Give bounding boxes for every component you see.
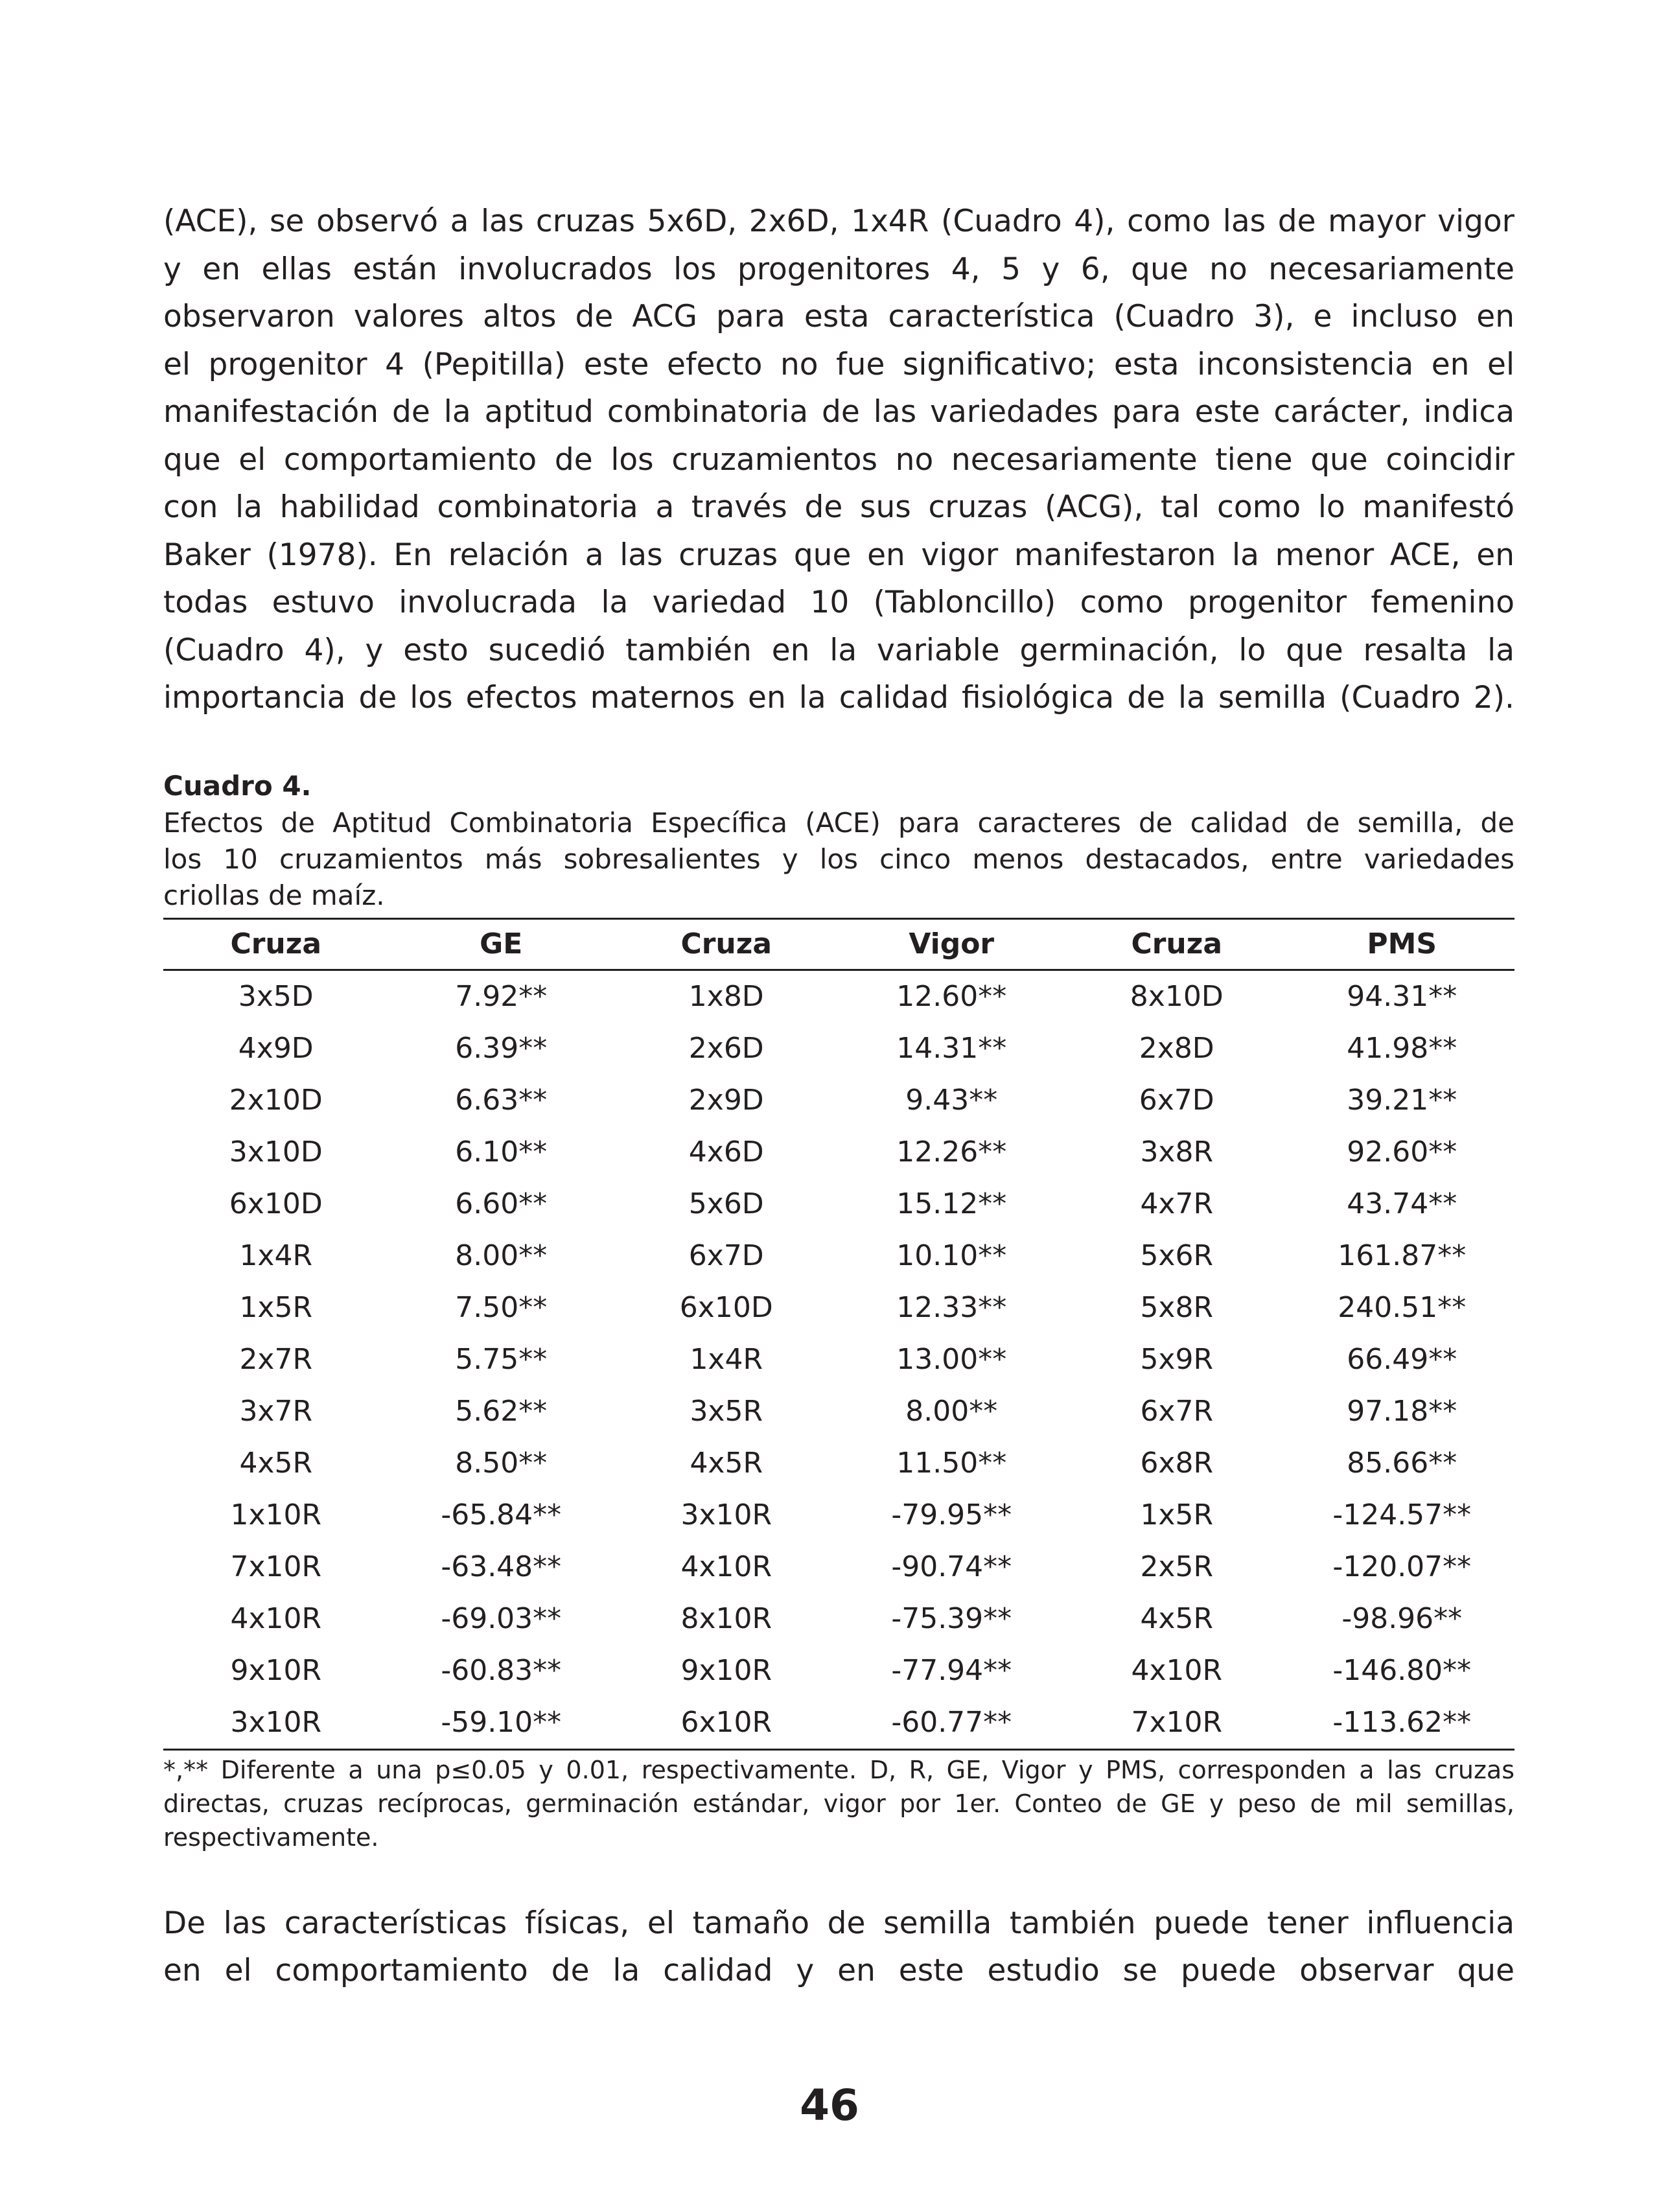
table-cell: 6x7D (688, 1239, 764, 1272)
ace-table (163, 918, 1514, 1751)
table-body (163, 970, 1514, 1749)
text-line: observaron valores altos de ACG para esta característica (Cuadro 3), e incluso en (163, 299, 1514, 334)
table-cell: 2x6D (688, 1032, 764, 1065)
table-row (163, 1645, 1514, 1697)
table-cell: 94.31** (1347, 980, 1457, 1013)
header-vigor: Vigor (909, 927, 995, 960)
text-line: (ACE), se observó a las cruzas 5x6D, 2x6D, 1x4R (Cuadro 4), como las de mayor vigor (163, 204, 1514, 239)
table-cell: 8.00** (905, 1395, 998, 1428)
table-cell: -113.62** (1332, 1706, 1472, 1739)
table-cell: 161.87** (1338, 1239, 1467, 1272)
table-cell: 6x10D (229, 1187, 323, 1220)
table-cell: 6x7R (1140, 1395, 1214, 1428)
table-row (163, 1334, 1514, 1386)
table-cell: 7.92** (455, 980, 548, 1013)
table-row (163, 1489, 1514, 1541)
table-cell: 97.18** (1347, 1395, 1457, 1428)
table-cell: 12.26** (896, 1135, 1007, 1169)
text-line: importancia de los efectos maternos en la calidad fisiológica de la semilla (Cuadro 2). (163, 680, 1514, 716)
table-cell: 3x5D (238, 980, 314, 1013)
caption-line: criollas de maíz. (163, 879, 385, 911)
footnote-line: directas, cruzas recíprocas, germinación estándar, vigor por 1er. Conteo de GE y peso de mil semillas, (163, 1789, 1514, 1818)
table-cell: 3x10R (680, 1498, 772, 1531)
table-cell: 15.12** (896, 1187, 1007, 1220)
table-cell: 6x7D (1139, 1084, 1214, 1117)
table-cell: -146.80** (1332, 1654, 1472, 1687)
table-row (163, 1282, 1514, 1334)
table-cell: 2x10D (229, 1084, 323, 1117)
table-cell: 3x7R (239, 1395, 313, 1428)
page-content (163, 198, 1514, 1995)
table-row (163, 1230, 1514, 1282)
table-cell: 4x10R (230, 1602, 322, 1635)
table-cell: -77.94** (891, 1654, 1012, 1687)
header-cruza-vigor: Cruza (680, 927, 772, 960)
table-cell: -124.57** (1332, 1498, 1472, 1531)
table-cell: 3x10R (230, 1706, 322, 1739)
table-cell: 6x10D (679, 1291, 773, 1324)
caption-line: Efectos de Aptitud Combinatoria Específica (ACE) para caracteres de calidad de semilla, de (163, 806, 1514, 839)
table-cell: 7x10R (1131, 1706, 1223, 1739)
header-ge: GE (480, 927, 523, 960)
page-number: 46 (800, 2080, 859, 2130)
table-row (163, 1386, 1514, 1438)
table-row (163, 1697, 1514, 1750)
footnote-line: *,** Diferente a una p≤0.05 y 0.01, respectivamente. D, R, GE, Vigor y PMS, corresponden a las cruzas (163, 1755, 1514, 1784)
text-line: Baker (1978). En relación a las cruzas que en vigor manifestaron la menor ACE, en (163, 537, 1514, 573)
table-cell: -98.96** (1341, 1602, 1463, 1635)
table-cell: 14.31** (896, 1032, 1007, 1065)
text-line: manifestación de la aptitud combinatoria de las variedades para este carácter, indica (163, 394, 1514, 430)
table-cell: 9.43** (905, 1084, 998, 1117)
table-row (163, 1438, 1514, 1489)
table-cell: 2x7R (239, 1343, 313, 1376)
table-cell: 5x9R (1140, 1343, 1214, 1376)
caption-line: los 10 cruzamientos más sobresalientes y los cinco menos destacados, entre variedades (163, 843, 1514, 875)
table-cell: 6x8R (1140, 1447, 1214, 1480)
text-line: y en ellas están involucrados los progenitores 4, 5 y 6, que no necesariamente (163, 251, 1514, 287)
table-row (163, 970, 1514, 1023)
table-cell: 9x10R (680, 1654, 772, 1687)
table-cell: 4x6D (688, 1135, 764, 1169)
table-row (163, 1075, 1514, 1126)
table-cell: 4x10R (1131, 1654, 1223, 1687)
table-cell: 8.50** (455, 1447, 548, 1480)
header-cruza-pms: Cruza (1131, 927, 1223, 960)
text-line: (Cuadro 4), y esto sucedió también en la variable germinación, lo que resalta la (163, 632, 1514, 668)
table-cell: 4x9D (238, 1032, 314, 1065)
header-cruza-ge: Cruza (230, 927, 322, 960)
table-cell: 4x10R (680, 1550, 772, 1583)
table-cell: 6.63** (455, 1084, 548, 1117)
text-line: el progenitor 4 (Pepitilla) este efecto no fue significativo; esta inconsistencia en el (163, 346, 1514, 382)
text-line: todas estuvo involucrada la variedad 10 (Tabloncillo) como progenitor femenino (163, 585, 1514, 620)
table-cell: -75.39** (891, 1602, 1012, 1635)
table-cell: 3x5R (690, 1395, 763, 1428)
table-cell: 4x5R (690, 1447, 763, 1480)
table-row (163, 1023, 1514, 1075)
table-cell: 12.33** (896, 1291, 1007, 1324)
table-cell: 92.60** (1347, 1135, 1457, 1169)
table-cell: 1x5R (1140, 1498, 1214, 1531)
text-line: De las características físicas, el tamaño de semilla también puede tener influencia (163, 1905, 1514, 1941)
table-cell: 4x5R (239, 1447, 313, 1480)
body-paragraph-2 (163, 1900, 1514, 1995)
table-cell: 1x10R (230, 1498, 322, 1531)
table-cell: 6.10** (455, 1135, 548, 1169)
table-cell: 1x4R (239, 1239, 313, 1272)
table-cell: 5.62** (455, 1395, 548, 1428)
body-paragraph-1 (163, 198, 1514, 722)
table-cell: 2x8D (1139, 1032, 1214, 1065)
table-cell: -63.48** (441, 1550, 562, 1583)
table-cell: 7.50** (455, 1291, 548, 1324)
table-caption-text (163, 805, 1514, 914)
table-header-row (163, 918, 1514, 970)
table-caption-title: Cuadro 4. (163, 769, 312, 802)
table-cell: 5x8R (1140, 1291, 1214, 1324)
table-cell: 4x7R (1140, 1187, 1214, 1220)
table-cell: 5x6R (1140, 1239, 1214, 1272)
table-row (163, 1541, 1514, 1593)
table-cell: -60.83** (441, 1654, 562, 1687)
table-cell: 2x5R (1140, 1550, 1214, 1583)
table-cell: 43.74** (1347, 1187, 1457, 1220)
table-cell: 13.00** (896, 1343, 1007, 1376)
table-cell: 66.49** (1347, 1343, 1457, 1376)
table-cell: 1x5R (239, 1291, 313, 1324)
table-cell: 85.66** (1347, 1447, 1457, 1480)
table-row (163, 1593, 1514, 1645)
table-cell: -120.07** (1332, 1550, 1472, 1583)
table-row (163, 1126, 1514, 1178)
table-cell: 1x4R (690, 1343, 763, 1376)
table-cell: -79.95** (891, 1498, 1012, 1531)
text-line: que el comportamiento de los cruzamientos no necesariamente tiene que coincidir (163, 441, 1514, 478)
table-cell: 240.51** (1338, 1291, 1467, 1324)
table-cell: -65.84** (441, 1498, 562, 1531)
table-cell: 8.00** (455, 1239, 548, 1272)
text-line: con la habilidad combinatoria a través de sus cruzas (ACG), tal como lo manifestó (163, 489, 1514, 525)
table-cell: -69.03** (441, 1602, 562, 1635)
table-cell: 39.21** (1347, 1084, 1457, 1117)
table-cell: 5.75** (455, 1343, 548, 1376)
table-cell: 6.39** (455, 1032, 548, 1065)
table-cell: 9x10R (230, 1654, 322, 1687)
table-cell: 12.60** (896, 980, 1007, 1013)
table-cell: 7x10R (230, 1550, 322, 1583)
table-cell: 6x10R (680, 1706, 772, 1739)
table-cell: -60.77** (891, 1706, 1012, 1739)
table-row (163, 1178, 1514, 1230)
table-cell: 41.98** (1347, 1032, 1457, 1065)
table-cell: 2x9D (688, 1084, 764, 1117)
table-footnote (163, 1753, 1514, 1854)
table-cell: 5x6D (688, 1187, 764, 1220)
table-cell: 6.60** (455, 1187, 548, 1220)
footnote-line: respectivamente. (163, 1822, 379, 1852)
table-cell: 11.50** (896, 1447, 1007, 1480)
table-cell: -90.74** (891, 1550, 1012, 1583)
header-pms: PMS (1367, 927, 1437, 960)
table-cell: 3x10D (229, 1135, 323, 1169)
table-cell: 10.10** (896, 1239, 1007, 1272)
table-cell: 8x10D (1130, 980, 1224, 1013)
table-cell: 8x10R (680, 1602, 772, 1635)
text-line: en el comportamiento de la calidad y en este estudio se puede observar que (163, 1953, 1514, 1988)
table-cell: -59.10** (441, 1706, 562, 1739)
table-cell: 1x8D (688, 980, 764, 1013)
table-cell: 4x5R (1140, 1602, 1214, 1635)
table-cell: 3x8R (1140, 1135, 1214, 1169)
